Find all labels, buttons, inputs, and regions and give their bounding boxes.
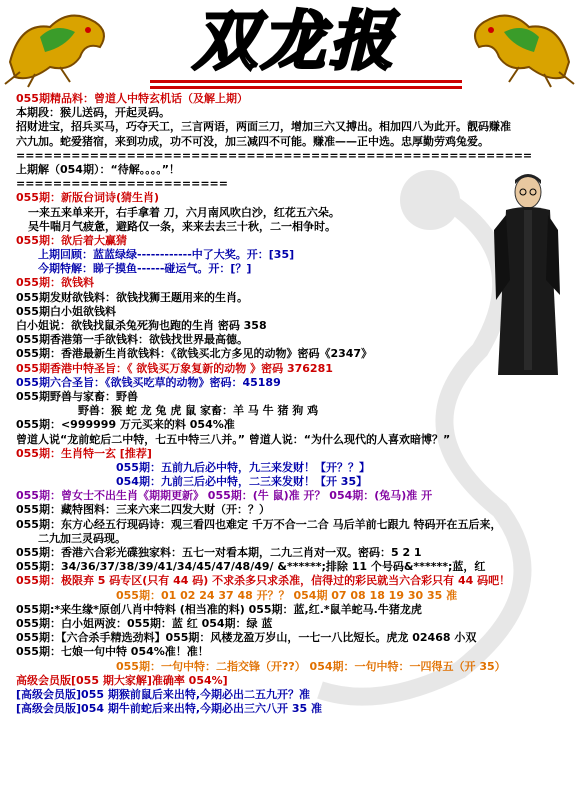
text-line: 一来五来单来开，右手拿着 刀，六月南风吹白沙，红花五六朵。 (28, 205, 340, 219)
text-line: 招财进宝，招兵买马，巧夺天工，三言两语，两面三刀，增加三六又搏出。相加四八为此开。靓码赚准 (16, 120, 511, 134)
text-line: 055期：东方心经五行现码诗：观三看四也难定 千万不合一二合 马后羊前七跟九 特码开在五后来， (16, 517, 502, 531)
title-rule-bottom (150, 86, 462, 89)
text-line: 055期：新版台词诗(猜生肖) (16, 191, 160, 205)
text-line: 今期特解：睇子摸鱼------碰运气。开：[？] (38, 262, 252, 276)
text-line: 野兽：猴 蛇 龙 兔 虎 鼠 家畜：羊 马 牛 猪 狗 鸡 (78, 404, 319, 418)
text-line: 055期白小姐欲钱料 (16, 304, 116, 318)
text-line: 055期野兽与家畜：野兽 (16, 389, 138, 403)
text-line: 高级会员版[055 期大家解]准确率 054%] (16, 673, 228, 687)
header (0, 0, 579, 95)
text-line: 055期：白小姐两波：055期：蓝 红 054期：绿 蓝 (16, 616, 273, 630)
document-body (16, 92, 546, 716)
text-line: 055期:*来生缘*原创八肖中特料 (相当准的料) 055期：蓝,红.*鼠羊蛇马.牛猪龙虎 (16, 602, 422, 616)
text-line: [高级会员版]054 期牛前蛇后来出特,今期必出三六八开 35 准 (16, 702, 322, 716)
text-line: 上期解（054期）：“待解。。。。”！ (16, 162, 180, 176)
text-line: 本期段：猴儿送码，开起灵码。 (16, 106, 170, 120)
text-line: 055期：藏特图料：三来六来二四发大财（开：？） (16, 503, 270, 517)
text-line: 055期：<999999 万元买来的料 054%准 (16, 418, 235, 432)
text-line: 054期：九前三后必中特，二三来发财！【开 35】 (116, 475, 368, 489)
text-line: 055期：七娘一句中特 054%准！准！ (16, 645, 209, 659)
text-line: 055期：一句中特：二指交锋（开??） 054期：一句中特：一四得五（开 35） (116, 659, 506, 673)
text-line: 055期：【六合杀手精选劲料】055期：风楼龙盈万岁山，一七一八比短长。虎龙 02468 小双 (16, 631, 477, 645)
text-line: 吴牛喘月气疲惫，避路仅一条，来来去去三十秋，二一相争时。 (28, 219, 336, 233)
text-line: 055期：34/36/37/38/39/41/34/45/47/48/49/ &******;排除 11 个号码&******;蓝，红 (16, 560, 486, 574)
text-line: 055期六合圣旨：《欲钱买吃草的动物》密码：45189 (16, 375, 281, 389)
text-line: 055期：极限弃 5 码专区(只有 44 码) 不求杀多只求杀准，信得过的彩民就当六合彩只有 44 码吧！ (16, 574, 511, 588)
text-line: 055期：五前九后必中特，九三来发财！【开？？】 (116, 460, 370, 474)
text-line: 055期：曾女士不出生肖《期期更新》 055期：(牛 鼠)准 开？ 054期：(兔马)准 开 (16, 489, 433, 503)
text-line: 055期香港第一手欲钱料：欲钱找世界最高德。 (16, 333, 248, 347)
text-line: 055期：香港最新生肖欲钱料：《欲钱买北方多见的动物》密码《2347》 (16, 347, 373, 361)
text-line: ======================================================== (16, 148, 533, 162)
text-line: 055期香港中特圣旨：《 欲钱买万象复新的动物 》密码 376281 (16, 361, 333, 375)
text-line: 055期发财欲钱料：欲钱找狮王题用来的生肖。 (16, 290, 248, 304)
text-line: 055期：欲钱料 (16, 276, 94, 290)
dragon-left-icon (0, 2, 120, 88)
text-line: 上期回顾：蓝蓝绿绿------------中了大奖。开：[35] (38, 248, 295, 262)
title-rule-top (150, 80, 462, 83)
text-line: 055期：01 02 24 37 48 开？？ 054期 07 08 18 19 30 35 准 (116, 588, 458, 602)
text-line: 白小姐说：欲钱找鼠杀兔死狗也跑的生肖 密码 358 (16, 319, 267, 332)
text-line: 055期：欲后着大赢猜 (16, 233, 127, 247)
text-line: 055期：生肖特一玄 [推荐] (16, 446, 152, 460)
text-line: ======================= (16, 177, 228, 191)
text-line: 055期：香港六合彩光碟独家料：五七一对看本期，二九三肖对一双。密码：5 2 1 (16, 546, 422, 559)
text-line: 055期精品料：曾道人中特玄机话（及解上期） (16, 92, 248, 105)
text-line: 六九加。蛇爱猪宿，来到功成，功不可没，加三减四不可能。赚准——正中选。忠厚勤劳鸡兔爱。 (16, 134, 489, 148)
text-line: 曾道人说“龙前蛇后二中特，七五中特三八并。” 曾道人说：“为什么现代的人喜欢暗博？” (16, 432, 451, 446)
page-title: 双龙报 (193, 4, 397, 79)
text-line: [高级会员版]055 期猴前鼠后来出特,今期必出二五九开？准 (16, 687, 311, 701)
text-line: 二九加三灵码现。 (38, 531, 126, 545)
dragon-right-icon (459, 2, 579, 88)
